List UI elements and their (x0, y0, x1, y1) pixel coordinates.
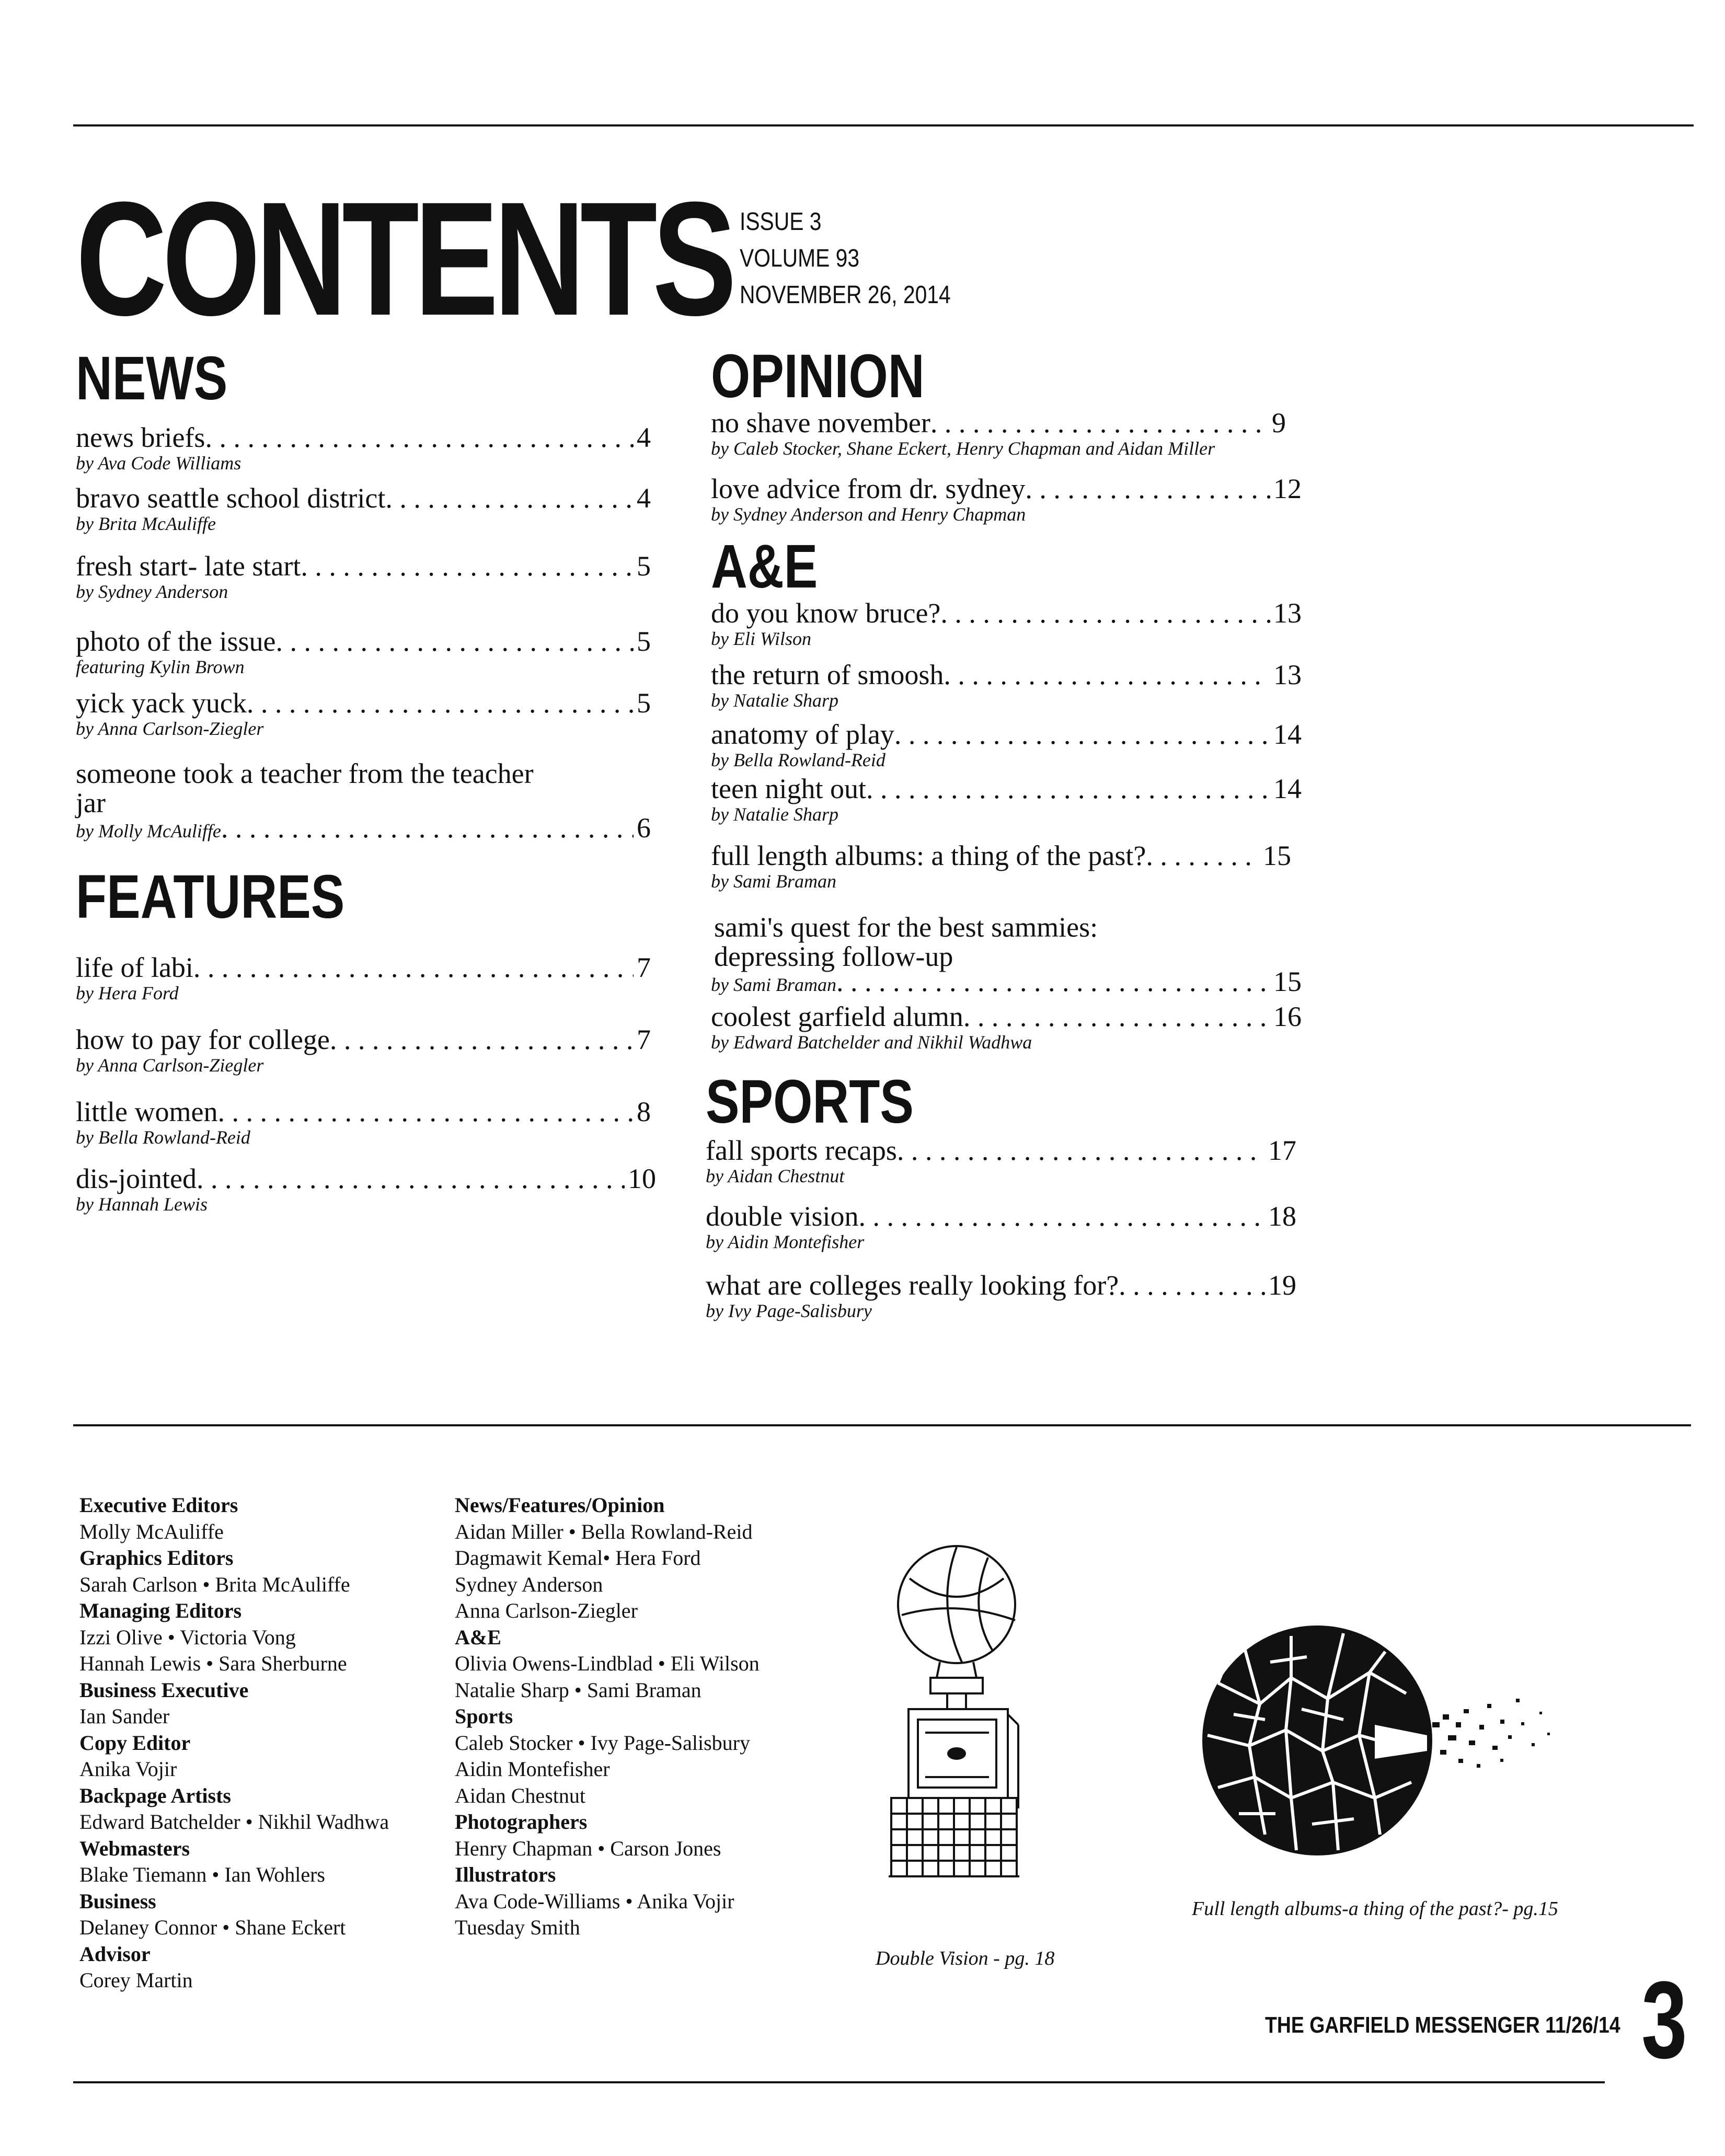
toc-entry[interactable] (711, 913, 1302, 995)
entry-title: life of labi (76, 952, 193, 983)
entry-title: how to pay for college (76, 1024, 330, 1055)
entry-byline: by Natalie Sharp (711, 690, 838, 711)
leader-dots (1025, 474, 1270, 504)
page-number: 16 (1273, 1001, 1302, 1032)
toc-entry[interactable] (76, 1097, 651, 1148)
page-number: 7 (637, 1024, 651, 1055)
entry-byline: featuring Kylin Brown (76, 656, 245, 677)
staff-role: Graphics Editors (79, 1546, 234, 1570)
entry-title: double vision (706, 1201, 859, 1232)
staff-role: A&E (455, 1625, 501, 1649)
staff-role: Advisor (79, 1942, 151, 1966)
top-rule (73, 124, 1694, 126)
entry-byline: by Natalie Sharp (711, 804, 838, 825)
entry-title: sami's quest for the best sammies: depressing follow-up (714, 912, 1098, 972)
section-title-ae: A&E (711, 532, 818, 601)
leader-dots (247, 688, 634, 718)
entry-title: news briefs (76, 422, 205, 453)
toc-entry[interactable] (706, 1135, 1296, 1186)
right-column (706, 342, 1302, 1321)
entry-byline: by Sydney Anderson and Henry Chapman (711, 504, 1026, 525)
entry-title: full length albums: a thing of the past? (711, 840, 1146, 871)
page-number: 19 (1268, 1270, 1296, 1301)
entry-title: yick yack yuck (76, 687, 247, 719)
leader-dots (1146, 840, 1260, 871)
staff-names: Corey Martin (79, 1968, 193, 1992)
entry-byline: by Ivy Page-Salisbury (706, 1300, 872, 1321)
leader-dots (944, 660, 1270, 690)
entry-title: what are colleges really looking for? (706, 1270, 1119, 1301)
entry-byline: by Sydney Anderson (76, 581, 228, 602)
toc-entry[interactable] (706, 1270, 1296, 1321)
staff-names: Sarah Carlson • Brita McAuliffe (79, 1572, 350, 1596)
middle-rule (73, 1424, 1691, 1426)
leader-dots (1119, 1270, 1265, 1300)
staff-names: Ian Sander (79, 1704, 170, 1728)
page-number: 8 (637, 1096, 651, 1127)
staff-names: Aidan Chestnut (455, 1783, 585, 1807)
staff-role: Business (79, 1889, 156, 1913)
staff-names: Caleb Stocker • Ivy Page-Salisbury (455, 1731, 750, 1755)
leader-dots (894, 719, 1270, 750)
toc-entry[interactable] (76, 688, 651, 739)
staff-box-left (79, 1492, 445, 1994)
staff-names: Aidan Miller • Bella Rowland-Reid (455, 1519, 753, 1543)
staff-names: Dagmawit Kemal• Hera Ford (455, 1546, 701, 1570)
toc-entry[interactable] (76, 758, 651, 844)
leader-dots (385, 483, 634, 513)
entry-title: teen night out (711, 773, 866, 804)
leader-dots (301, 551, 634, 581)
page-number: 13 (1273, 597, 1302, 629)
masthead (76, 168, 745, 349)
staff-role: Business Executive (79, 1678, 249, 1702)
staff-names: Olivia Owens-Lindblad • Eli Wilson (455, 1652, 760, 1675)
leader-dots (217, 1097, 634, 1127)
page-number-large: 3 (1641, 1958, 1687, 2081)
leader-dots (940, 598, 1270, 628)
bottom-rule (73, 2081, 1605, 2083)
staff-names: Anna Carlson-Ziegler (455, 1599, 638, 1622)
issue-number: ISSUE 3 (740, 208, 822, 236)
toc-entry[interactable] (76, 551, 651, 602)
toc-entry[interactable] (711, 1001, 1302, 1053)
staff-names: Aidin Montefisher (455, 1757, 610, 1781)
entry-byline: by Ava Code Williams (76, 453, 242, 474)
toc-entry[interactable] (711, 840, 1291, 892)
staff-role: Illustrators (455, 1863, 556, 1886)
entry-byline: by Sami Braman (711, 974, 836, 995)
toc-entry[interactable] (76, 1163, 656, 1215)
page-number: 18 (1268, 1201, 1296, 1232)
trophy-illustration (878, 1537, 1035, 1903)
page-number: 4 (637, 422, 651, 453)
entry-byline: by Eli Wilson (711, 628, 811, 649)
page-number: 7 (637, 952, 651, 983)
page-number: 10 (628, 1163, 656, 1194)
toc-entry[interactable] (711, 774, 1302, 825)
entry-title: no shave november (711, 407, 930, 439)
staff-names: Edward Batchelder • Nikhil Wadhwa (79, 1810, 389, 1834)
page-number: 15 (1263, 840, 1291, 871)
entry-byline: by Molly McAuliffe (76, 821, 221, 841)
entry-byline: by Caleb Stocker, Shane Eckert, Henry Chapman and Aidan Miller (711, 438, 1215, 459)
page-number: 14 (1273, 719, 1302, 750)
entry-byline: by Hera Ford (76, 983, 179, 1004)
entry-title: fresh start- late start (76, 550, 301, 582)
staff-names: Ava Code-Williams • Anika Vojir (455, 1889, 734, 1913)
staff-role: Executive Editors (79, 1493, 238, 1517)
page-number: 5 (637, 687, 651, 719)
leader-dots (897, 1135, 1265, 1166)
page-number: 5 (637, 626, 651, 657)
staff-names: Molly McAuliffe (79, 1519, 224, 1543)
trophy-caption: Double Vision - pg. 18 (876, 1947, 1055, 1969)
entry-title: photo of the issue (76, 626, 276, 657)
page-number: 12 (1273, 473, 1302, 504)
toc-entry[interactable] (76, 626, 651, 677)
record-caption: Full length albums-a thing of the past?- pg.15 (1192, 1898, 1558, 1920)
publication-footer: THE GARFIELD MESSENGER 11/26/14 (1265, 2012, 1620, 2038)
staff-role: Managing Editors (79, 1599, 242, 1622)
leader-dots (193, 952, 634, 983)
left-column (76, 344, 656, 1215)
leader-dots (836, 971, 1270, 992)
staff-names: Delaney Connor • Shane Eckert (79, 1916, 346, 1939)
leader-dots (275, 626, 634, 656)
page-number: 6 (637, 812, 651, 844)
page-number: 13 (1273, 659, 1302, 690)
page-title: CONTENTS (76, 168, 732, 349)
staff-role: Sports (455, 1704, 513, 1728)
staff-names: Blake Tiemann • Ian Wohlers (79, 1863, 325, 1886)
section-title-opinion: OPINION (711, 342, 925, 411)
entry-byline: by Bella Rowland-Reid (711, 750, 886, 770)
entry-byline: by Aidin Montefisher (706, 1231, 865, 1252)
staff-role: Backpage Artists (79, 1783, 231, 1807)
staff-role: Photographers (455, 1810, 588, 1834)
shattered-record-illustration (1187, 1615, 1563, 1866)
entry-title: little women (76, 1096, 218, 1127)
staff-names: Tuesday Smith (455, 1916, 580, 1939)
leader-dots (197, 1163, 625, 1194)
entry-title: coolest garfield alumn (711, 1001, 963, 1032)
entry-byline: by Aidan Chestnut (706, 1166, 845, 1186)
issue-info (740, 204, 988, 314)
page-number: 9 (1272, 407, 1286, 439)
entry-byline: by Edward Batchelder and Nikhil Wadhwa (711, 1032, 1032, 1053)
entry-title: someone took a teacher from the teacher jar (76, 758, 534, 818)
section-title-sports: SPORTS (706, 1067, 914, 1136)
toc-entry[interactable] (76, 483, 651, 534)
page-number: 4 (637, 482, 651, 514)
volume-number: VOLUME 93 (740, 245, 860, 272)
staff-names: Natalie Sharp • Sami Braman (455, 1678, 702, 1702)
section-title-features: FEATURES (76, 862, 345, 931)
staff-role: News/Features/Opinion (455, 1493, 665, 1517)
issue-date: NOVEMBER 26, 2014 (740, 281, 951, 309)
entry-title: do you know bruce? (711, 597, 941, 629)
staff-names: Anika Vojir (79, 1757, 177, 1781)
toc-entry[interactable] (76, 422, 651, 474)
page-number: 17 (1268, 1135, 1296, 1166)
toc-entry[interactable] (706, 1201, 1296, 1252)
section-title-news: NEWS (76, 344, 228, 413)
entry-title: bravo seattle school district (76, 482, 386, 514)
toc-entry[interactable] (76, 1024, 651, 1076)
leader-dots (866, 774, 1270, 804)
page-number: 15 (1273, 966, 1302, 997)
entry-title: the return of smoosh (711, 659, 944, 690)
staff-names: Henry Chapman • Carson Jones (455, 1836, 721, 1860)
staff-role: Webmasters (79, 1836, 190, 1860)
toc-entry[interactable] (711, 598, 1302, 649)
leader-dots (963, 1001, 1270, 1032)
entry-title: anatomy of play (711, 719, 894, 750)
entry-byline: by Bella Rowland-Reid (76, 1127, 250, 1148)
leader-dots (221, 817, 634, 838)
entry-byline: by Brita McAuliffe (76, 513, 216, 534)
leader-dots (205, 422, 634, 453)
staff-names: Sydney Anderson (455, 1572, 603, 1596)
leader-dots (330, 1024, 634, 1055)
entry-title: dis-jointed (76, 1163, 197, 1194)
toc-entry[interactable] (711, 408, 1286, 459)
leader-dots (930, 408, 1269, 438)
toc-entry[interactable] (76, 952, 651, 1004)
toc-entry[interactable] (711, 719, 1302, 770)
page-number: 5 (637, 550, 651, 582)
entry-byline: by Sami Braman (711, 871, 836, 892)
staff-role: Copy Editor (79, 1731, 191, 1755)
staff-names: Hannah Lewis • Sara Sherburne (79, 1652, 347, 1675)
entry-byline: by Hannah Lewis (76, 1194, 208, 1215)
staff-box-middle (455, 1492, 852, 1941)
page-number: 14 (1273, 773, 1302, 804)
entry-title: love advice from dr. sydney (711, 473, 1026, 504)
entry-title: fall sports recaps (706, 1135, 897, 1166)
entry-byline: by Anna Carlson-Ziegler (76, 718, 264, 739)
toc-entry[interactable] (711, 474, 1302, 525)
leader-dots (859, 1201, 1266, 1231)
staff-names: Izzi Olive • Victoria Vong (79, 1625, 296, 1649)
toc-entry[interactable] (711, 660, 1302, 711)
entry-byline: by Anna Carlson-Ziegler (76, 1055, 264, 1076)
